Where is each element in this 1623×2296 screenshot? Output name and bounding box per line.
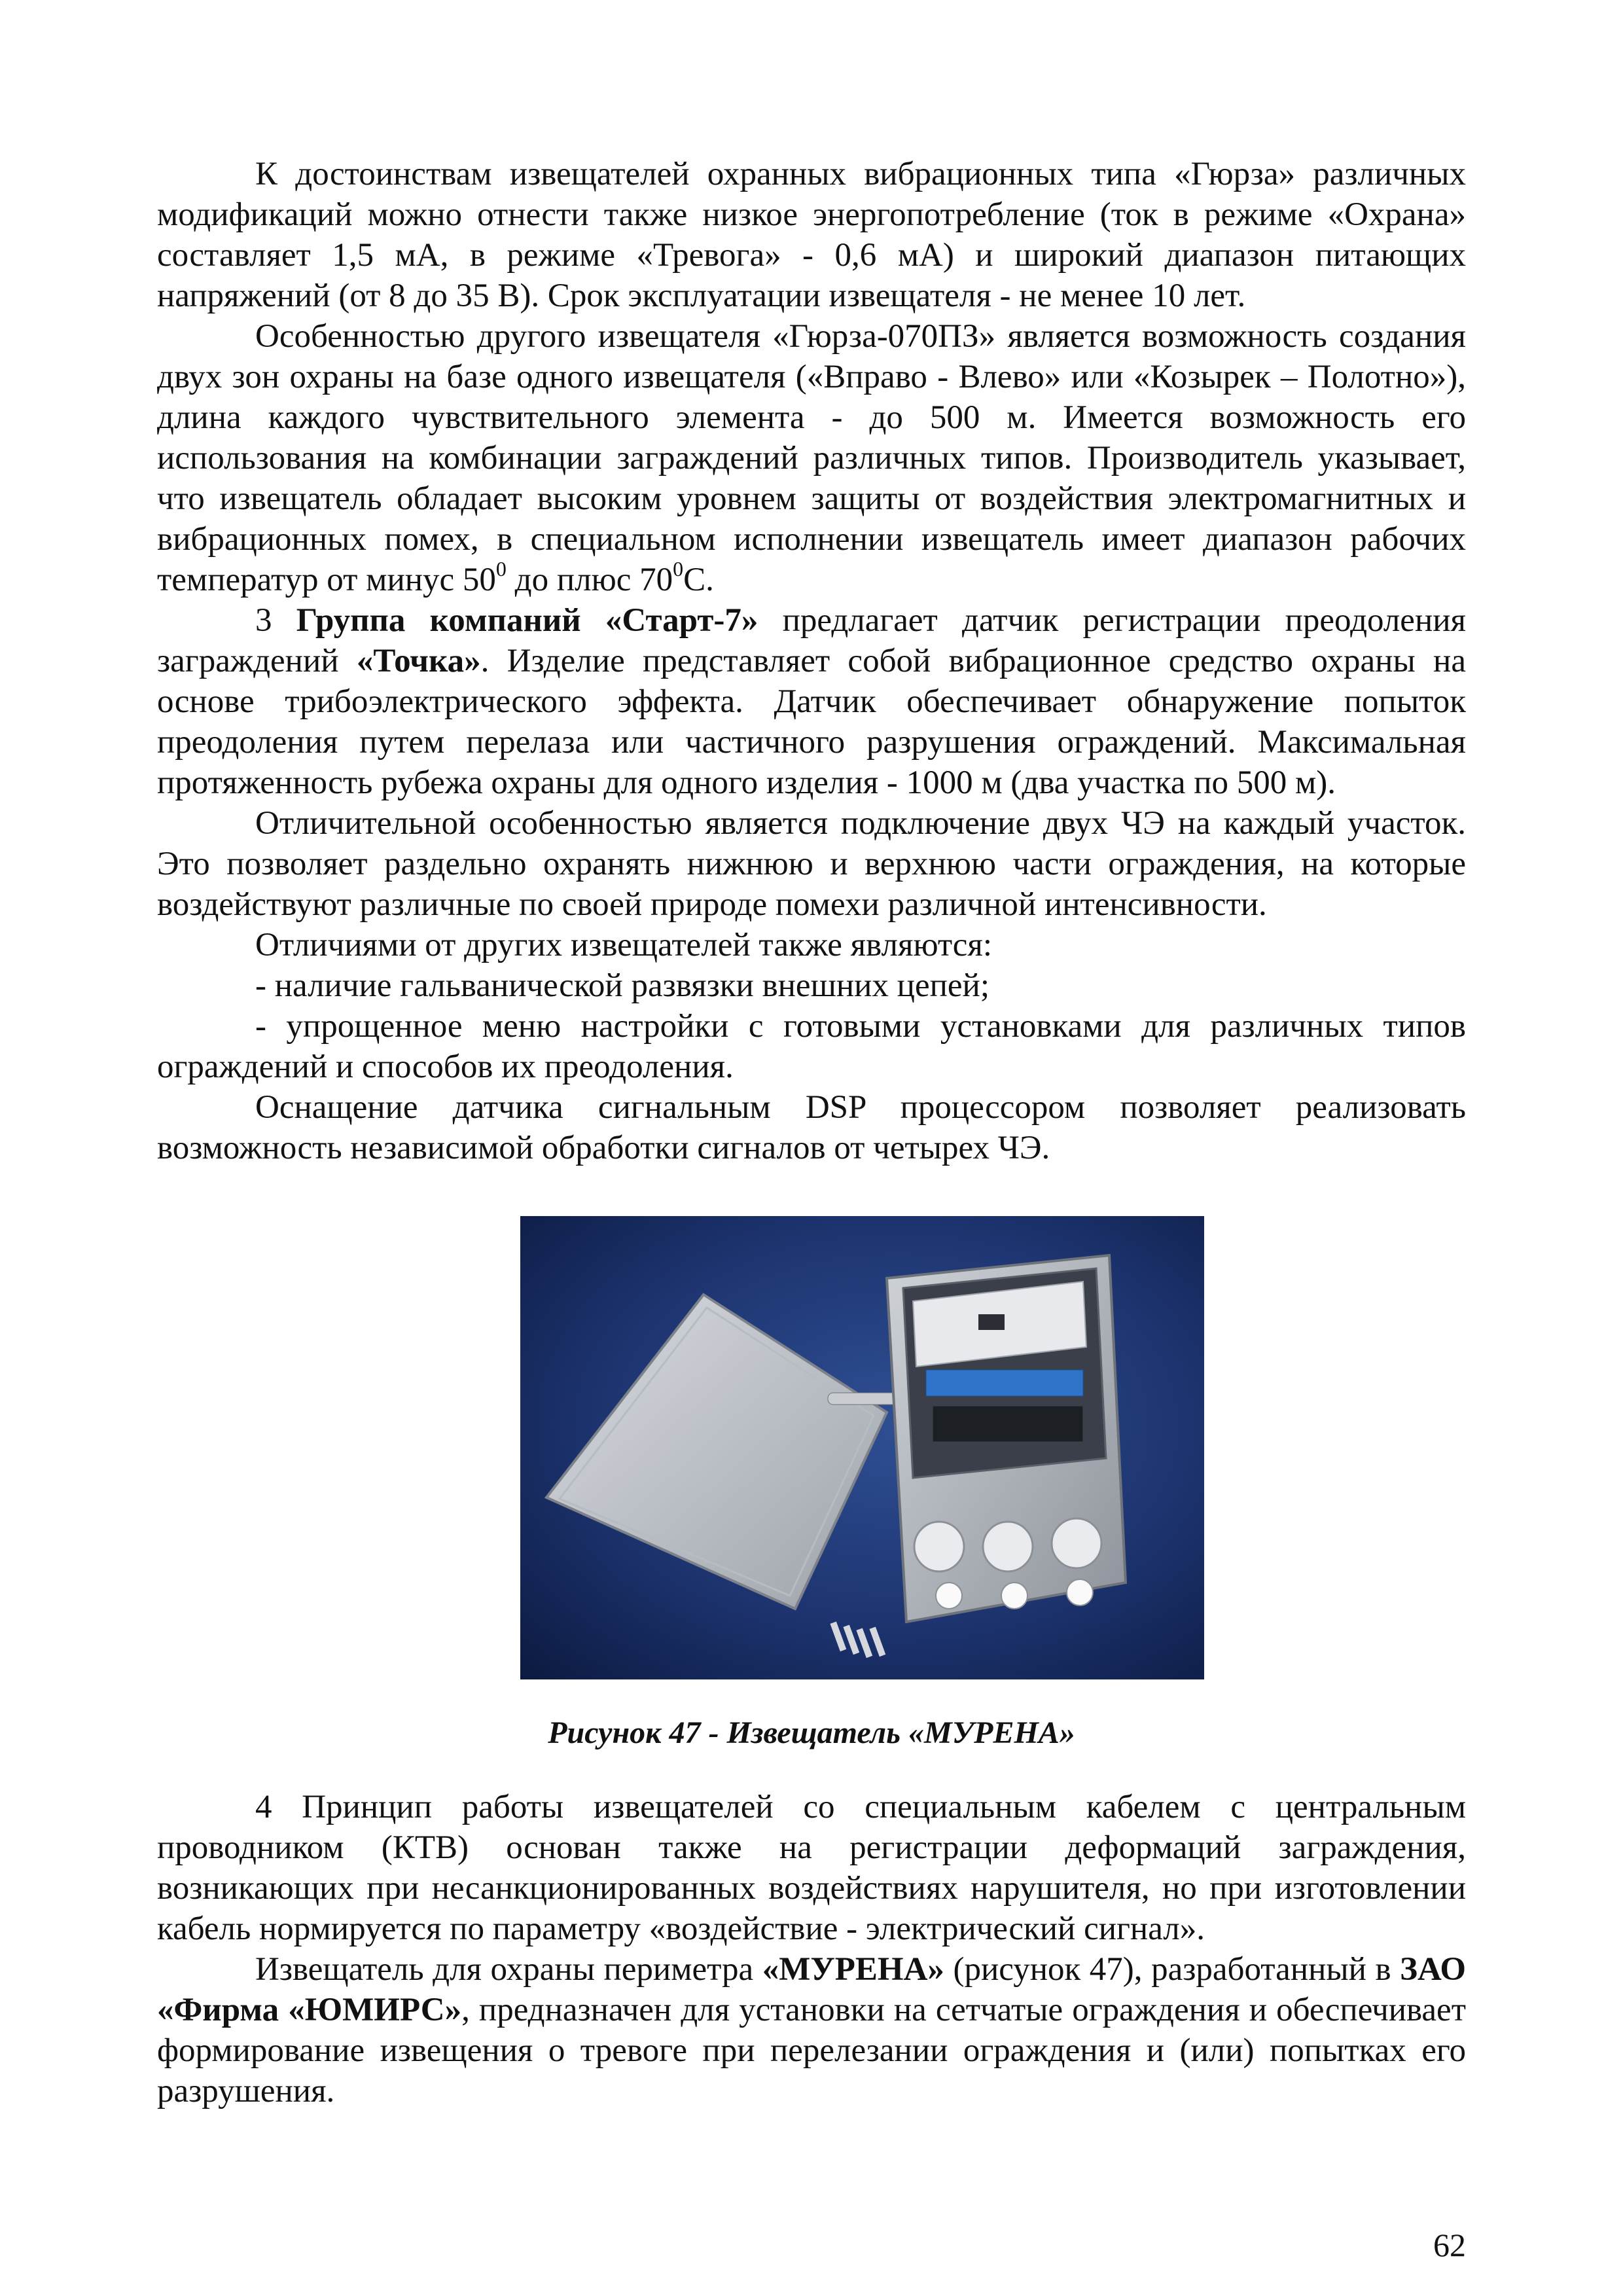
degree-sup: 0 — [673, 557, 684, 581]
screws — [830, 1621, 885, 1658]
terminal-block — [926, 1370, 1083, 1396]
upper-text-block — [157, 154, 1466, 1168]
figure-caption: Рисунок 47 - Извещатель «МУРЕНА» — [548, 1715, 1075, 1750]
paragraph-text: 3 — [255, 602, 296, 639]
paragraph-gyurza-advantages: К достоинствам извещателей охранных вибрационных типа «Гюрза» различных модификаций можно отнести также низкое энергопотребление (ток в режиме «Охрана» составляет 1,5 мА, в режиме «Тревога» - 0,6 мА) и широкий диапазон питающих напряжений (от 8 до 35 В). Срок эксплуатации извещателя - не менее 10 лет. — [157, 156, 1466, 314]
degree-sup: 0 — [495, 557, 507, 581]
list-item: - упрощенное меню настройки с готовыми установками для различных типов ограждений и способов их преодоления. — [157, 1008, 1466, 1085]
murena-device-photo — [520, 1216, 1204, 1679]
product-name-bold: «Точка» — [356, 643, 481, 679]
list-item: - наличие гальванической развязки внешних цепей; — [255, 967, 990, 1004]
cable-gland — [983, 1522, 1033, 1571]
paragraph-murena — [157, 1949, 1466, 2111]
paragraph-text: до плюс 70 — [506, 562, 673, 598]
page-number: 62 — [1433, 2227, 1466, 2263]
paragraph-text: (рисунок 47), разработанный в — [944, 1951, 1400, 1988]
hinge-rod — [828, 1393, 900, 1405]
lower-text-block — [157, 1787, 1466, 2111]
cable-gland — [1052, 1518, 1101, 1568]
paragraph-ktv-cable: 4 Принцип работы извещателей со специальным кабелем с центральным проводником (КТВ) основан также на регистрации деформаций заграждения, возникающих при несанкционированных воздействиях нарушителя, но при изготовлении кабель нормируется по параметру «воздействие - электрический сигнал». — [157, 1789, 1466, 1947]
cable-gland — [914, 1522, 964, 1571]
paragraph-text: Извещатель для охраны периметра — [255, 1951, 762, 1988]
enclosure-lid — [546, 1295, 887, 1609]
paragraph-start7 — [157, 600, 1466, 803]
paragraph-text: предлагает датчик регистрации преодоления заграждений — [157, 602, 1466, 679]
terminal-block-lower — [933, 1406, 1083, 1442]
paragraph-text: . Изделие представляет собой вибрационное средство охраны на основе трибоэлектрического эффекта. Датчик обеспечивает обнаружение попыток преодоления путем перелаза или частичного разрушения ограждений. Максимальная протяженность рубежа охраны для одного изделия - 1000 м (два участка по 500 м). — [157, 643, 1466, 801]
paragraph-text: С. — [683, 562, 714, 598]
device-illustration — [520, 1216, 1204, 1679]
paragraph-gyurza-070pz — [157, 316, 1466, 600]
paragraph-text: , предназначен для установки на сетчатые ограждения и обеспечивает формирование извещения о тревоге при перелезании ограждения и (или) попытках его разрушения. — [157, 1992, 1466, 2109]
paragraph-text: Особенностью другого извещателя «Гюрза-070ПЗ» является возможность создания двух зон охраны на базе одного извещателя («Вправо - Влево» или «Козырек – Полотно»), длина каждого чувствительного элемента - до 500 м. Имеется возможность его использования на комбинации заграждений различных типов. Производитель указывает, что извещатель обладает высоким уровнем защиты от воздействия электромагнитных и вибрационных помех, в специальном исполнении извещатель имеет диапазон рабочих температур от минус 50 — [157, 318, 1466, 598]
paragraph-distinctive-feature: Отличительной особенностью является подключение двух ЧЭ на каждый участок. Это позволяет раздельно охранять нижнюю и верхнюю части ограждения, на которые воздействуют различные по своей природе помехи различной интенсивности. — [157, 805, 1466, 923]
product-name-bold: «МУРЕНА» — [762, 1951, 944, 1988]
paragraph-dsp: Оснащение датчика сигнальным DSP процессором позволяет реализовать возможность независимой обработки сигналов от четырех ЧЭ. — [157, 1089, 1466, 1166]
company-name-bold: Группа компаний «Старт-7» — [296, 602, 758, 639]
paragraph-differences-intro: Отличиями от других извещателей также являются: — [255, 927, 993, 963]
company-name-bold: ЗАО «Фирма «ЮМИРС» — [157, 1951, 1466, 2028]
